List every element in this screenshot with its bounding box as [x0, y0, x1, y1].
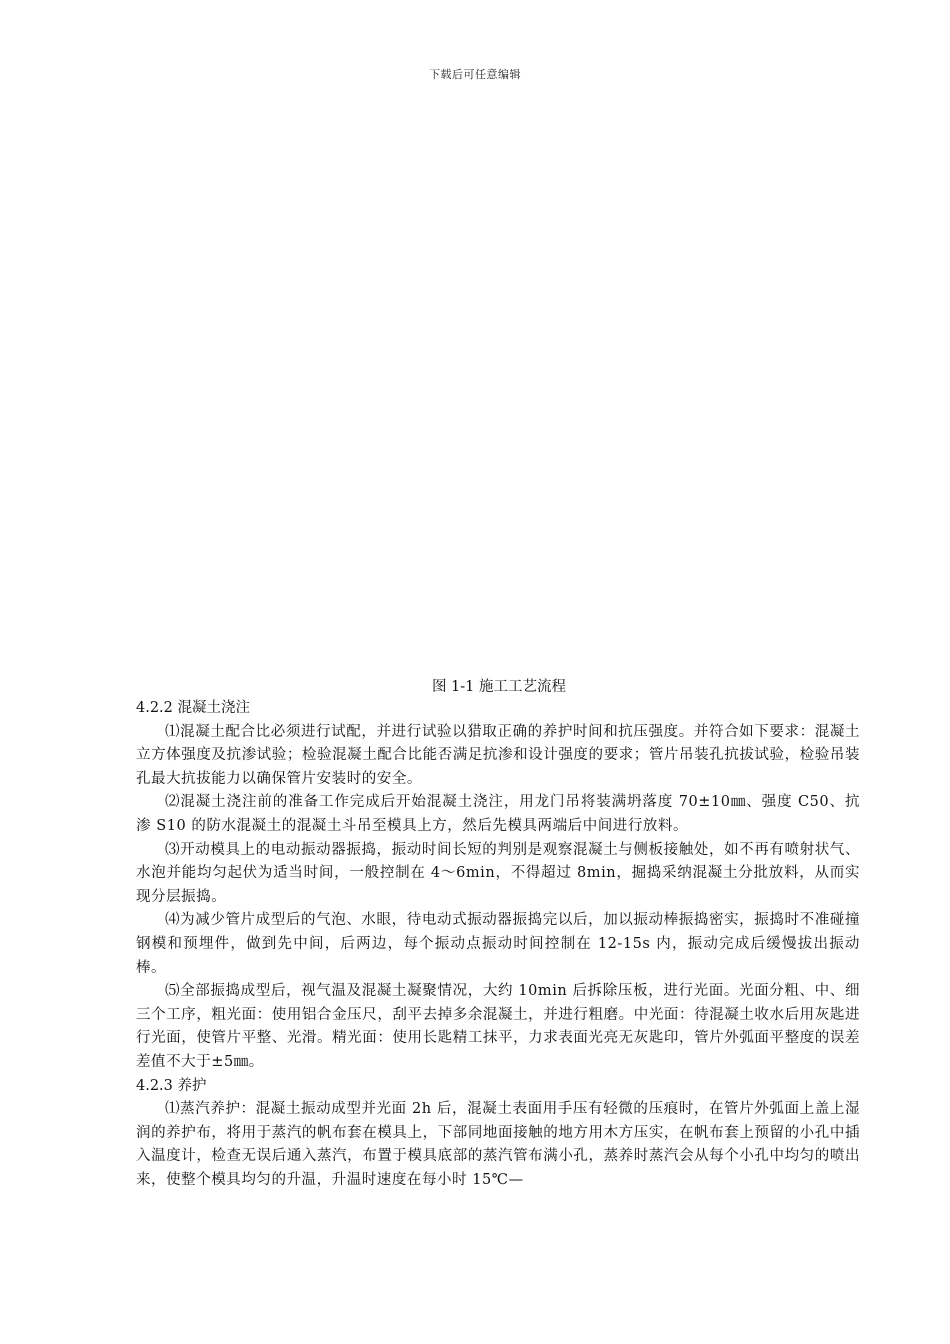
paragraph: ⑴混凝土配合比必须进行试配，并进行试验以猎取正确的养护时间和抗压强度。并符合如下要求：混凝土立方体强度及抗渗试验；检验混凝土配合比能否满足抗渗和设计强度的要求；管片吊装孔抗拔试验，检验吊装孔最大抗拔能力以确保管片安装时的安全。 — [136, 723, 860, 787]
paragraph: ⑷为减少管片成型后的气泡、水眼，待电动式振动器振捣完以后，加以振动棒振捣密实，振捣时不准碰撞钢模和预埋件，做到先中间，后两边，每个振动点振动时间控制在 12-15s 内，振动完成后缓慢拔出振动棒。 — [136, 912, 860, 976]
page-header: 下载后可任意编辑 — [429, 68, 521, 81]
paragraph: ⑸全部振捣成型后，视气温及混凝土凝聚情况，大约 10min 后拆除压板，进行光面。光面分粗、中、细三个工序，粗光面：使用铝合金压尺，刮平去掉多余混凝土，并进行粗磨。中光面：待混凝土收水后用灰匙进行光面，使管片平整、光滑。精光面：使用长匙精工抹平，力求表面光亮无灰匙印，管片外弧面平整度的误差差值不大于±5㎜。 — [136, 983, 860, 1070]
figure-caption: 图 1-1 施工工艺流程 — [431, 679, 567, 695]
figure-placeholder — [136, 100, 860, 660]
section-heading: 4.2.3 养护 — [136, 1077, 207, 1094]
section-curing — [136, 1075, 860, 1193]
section-heading: 4.2.2 混凝土浇注 — [136, 700, 251, 716]
paragraph: ⑶开动模具上的电动振动器振捣，振动时间长短的判别是观察混凝土与侧板接触处，如不再有喷射状气、水泡并能均匀起伏为适当时间，一般控制在 4～6min，不得超过 8min，掘捣采纳混凝土分批放料，从而实现分层振捣。 — [136, 841, 860, 905]
document-body — [136, 697, 860, 1192]
paragraph: ⑵混凝土浇注前的准备工作完成后开始混凝土浇注，用龙门吊将装满坍落度 70±10㎜、强度 C50、抗渗 S10 的防水混凝土的混凝土斗吊至模具上方，然后先模具两端后中间进行放料。 — [136, 794, 860, 834]
paragraph: ⑴蒸汽养护：混凝土振动成型并光面 2h 后，混凝土表面用手压有轻微的压痕时，在管片外弧面上盖上湿润的养护布，将用于蒸汽的帆布套在模具上，下部同地面接触的地方用木方压实，在帆布套上预留的小孔中插入温度计，检查无误后通入蒸汽，布置于模具底部的蒸汽管布满小孔，蒸养时蒸汽会从每个小孔中均匀的喷出来，使整个模具均匀的升温，升温时速度在每小时 15℃— — [136, 1101, 860, 1188]
section-concrete-pouring — [136, 697, 860, 1075]
